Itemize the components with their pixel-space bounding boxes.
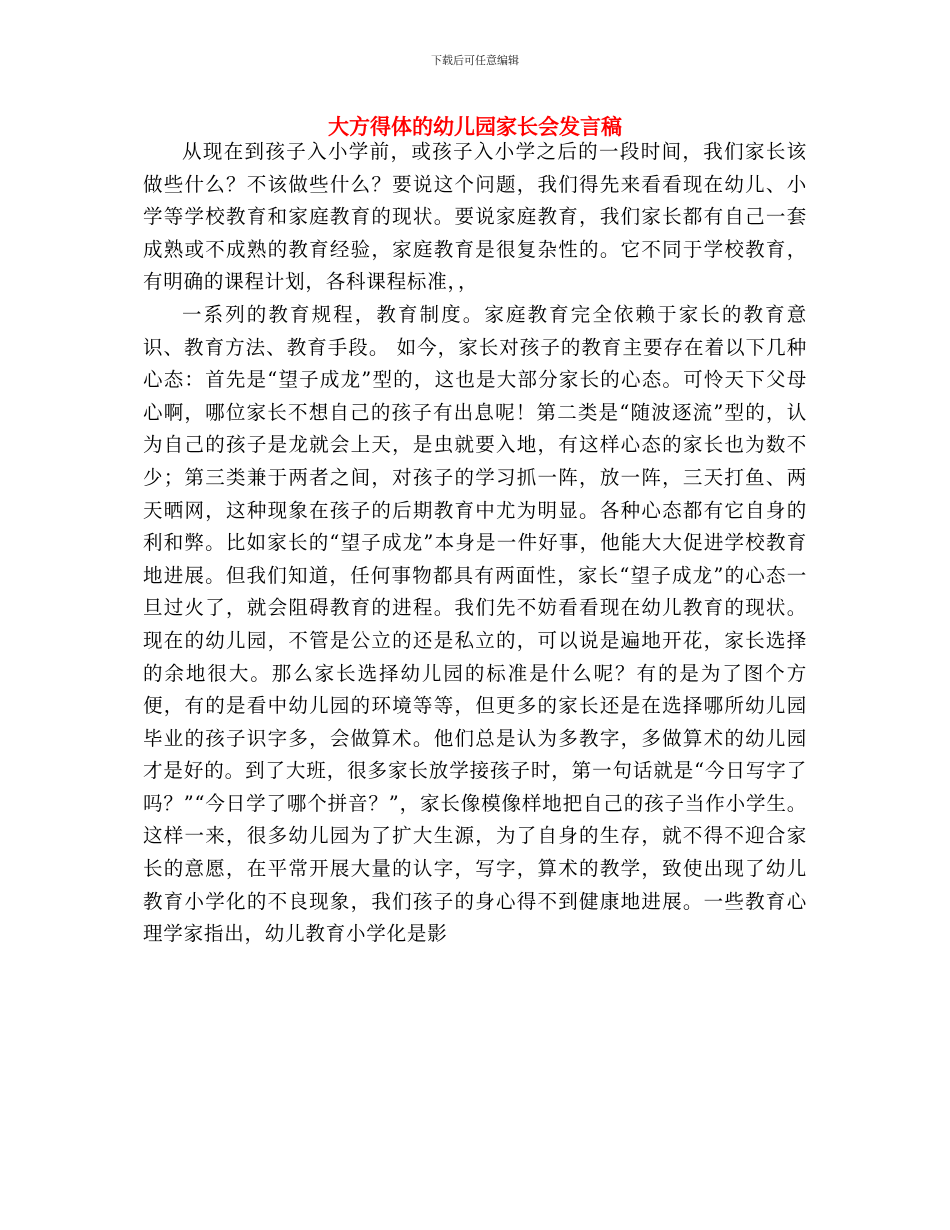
paragraph-1: 从现在到孩子入小学前，或孩子入小学之后的一段时间，我们家长该做些什么？不该做些什么？要说这个问题，我们得先来看看现在幼儿、小学等学校教育和家庭教育的现状。要说家庭教育，我们家长都有自己一套成熟或不成熟的教育经验，家庭教育是很复杂性的。它不同于学校教育，有明确的课程计划，各科课程标准，，	[143, 140, 807, 294]
paragraph-2: 一系列的教育规程，教育制度。家庭教育完全依赖于家长的教育意识、教育方法、教育手段。 如今，家长对孩子的教育主要存在着以下几种心态：首先是“望子成龙”型的，这也是大部分家长的心态。可怜天下父母心啊，哪位家长不想自己的孩子有出息呢！第二类是“随波逐流”型的，认为自己的孩子是龙就会上天，是虫就要入地，有这样心态的家长也为数不少；第三类兼于两者之间，对孩子的学习抓一阵，放一阵，三天打鱼、两天晒网，这种现象在孩子的后期教育中尤为明显。各种心态都有它自身的利和弊。比如家长的“望子成龙”本身是一件好事，他能大大促进学校教育地进展。但我们知道，任何事物都具有两面性，家长“望子成龙”的心态一旦过火了，就会阻碍教育的进程。我们先不妨看看现在幼儿教育的现状。现在的幼儿园，不管是公立的还是私立的，可以说是遍地开花，家长选择的余地很大。那么家长选择幼儿园的标准是什么呢？有的是为了图个方便，有的是看中幼儿园的环境等等，但更多的家长还是在选择哪所幼儿园毕业的孩子识字多，会做算术。他们总是认为多教字，多做算术的幼儿园才是好的。到了大班，很多家长放学接孩子时，第一句话就是“今日写字了吗？”“今日学了哪个拼音？”，家长像模像样地把自己的孩子当作小学生。这样一来，很多幼儿园为了扩大生源，为了自身的生存，就不得不迎合家长的意愿，在平常开展大量的认字，写字，算术的教学，致使出现了幼儿教育小学化的不良现象，我们孩子的身心得不到健康地进展。一些教育心理学家指出，幼儿教育小学化是影	[143, 302, 807, 946]
document-body	[143, 136, 807, 951]
page-header: 下载后可任意编辑	[431, 54, 519, 67]
document-title: 大方得体的幼儿园家长会发言稿	[328, 114, 622, 139]
